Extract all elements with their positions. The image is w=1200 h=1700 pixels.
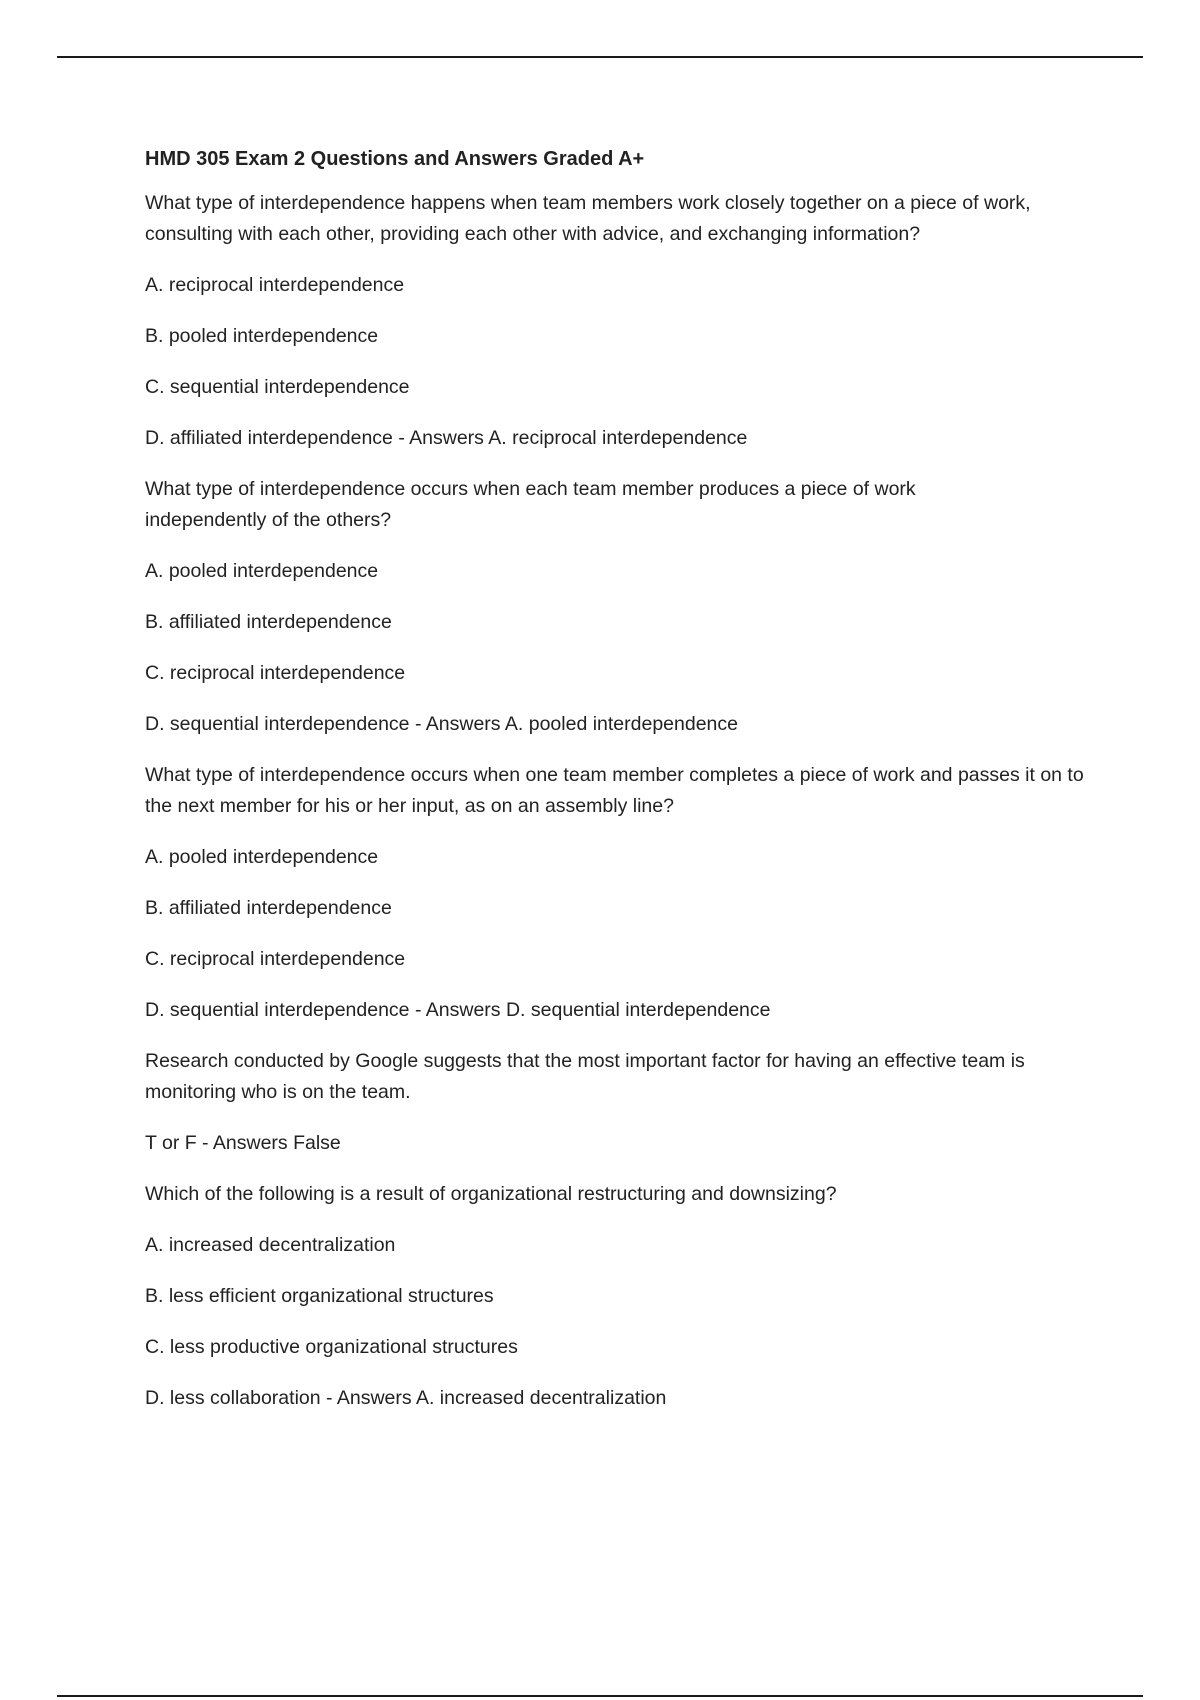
question-3-option-c: C. reciprocal interdependence [145, 948, 406, 970]
question-2: What type of interdependence occurs when each team member produces a piece of work independently of the others? [145, 478, 916, 531]
question-1: What type of interdependence happens when team members work closely together on a piece of work, consulting with each other, providing each other with advice, and exchanging information? [145, 192, 1031, 245]
question-5: Which of the following is a result of organizational restructuring and downsizing? [145, 1183, 837, 1205]
question-2-option-c: C. reciprocal interdependence [145, 662, 406, 684]
question-5-option-a: A. increased decentralization [145, 1234, 396, 1256]
question-1-option-b: B. pooled interdependence [145, 325, 379, 347]
question-3-option-b: B. affiliated interdependence [145, 897, 392, 919]
question-1-option-d-answer: D. affiliated interdependence - Answers A. reciprocal interdependence [145, 427, 748, 449]
question-5-option-c: C. less productive organizational structures [145, 1336, 518, 1358]
question-3-option-d-answer: D. sequential interdependence - Answers D. sequential interdependence [145, 999, 771, 1021]
document-body [145, 144, 1085, 1434]
footer-rule [57, 1695, 1143, 1697]
question-1-option-c: C. sequential interdependence [145, 376, 410, 398]
question-2-option-b: B. affiliated interdependence [145, 611, 392, 633]
question-1-option-a: A. reciprocal interdependence [145, 274, 405, 296]
question-2-option-a: A. pooled interdependence [145, 560, 379, 582]
question-3-option-a: A. pooled interdependence [145, 846, 379, 868]
question-5-option-d-answer: D. less collaboration - Answers A. increased decentralization [145, 1387, 667, 1409]
question-4-answer: T or F - Answers False [145, 1132, 341, 1154]
question-5-option-b: B. less efficient organizational structures [145, 1285, 494, 1307]
question-3: What type of interdependence occurs when one team member completes a piece of work and passes it on to the next member for his or her input, as on an assembly line? [145, 764, 1084, 817]
header-rule [57, 56, 1143, 58]
question-2-option-d-answer: D. sequential interdependence - Answers A. pooled interdependence [145, 713, 738, 735]
question-4: Research conducted by Google suggests that the most important factor for having an effective team is monitoring who is on the team. [145, 1050, 1025, 1103]
document-title: HMD 305 Exam 2 Questions and Answers Graded A+ [145, 148, 645, 170]
